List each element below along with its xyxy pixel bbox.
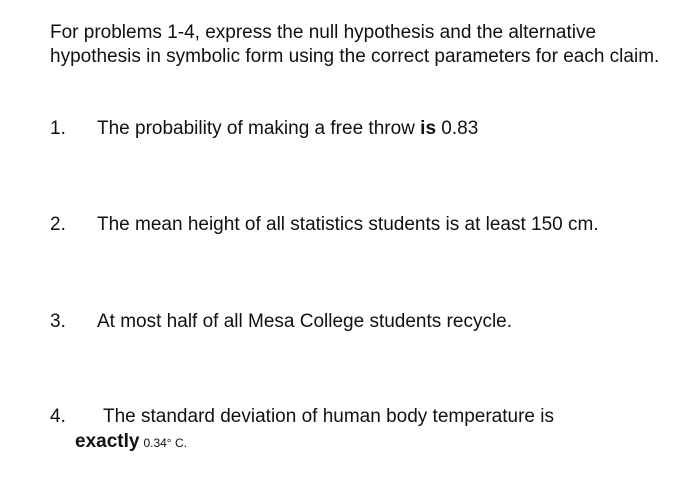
problem-4-continuation (75, 430, 187, 455)
problem-4-number: 4. (50, 406, 66, 427)
problem-2-text: The mean height of all statistics students is at least 150 cm. (97, 214, 599, 235)
problem-1 (50, 117, 478, 141)
problem-1-text: The probability of making a free throw (97, 118, 421, 139)
problem-4-value: 0.34° C. (143, 436, 187, 450)
problem-2 (50, 213, 599, 237)
problem-1-value: 0.83 (436, 118, 479, 139)
instructions-text: For problems 1-4, express the null hypothesis and the alternative hypothesis in symbolic form using the correct parameters for each claim. (50, 22, 660, 67)
problem-3 (50, 310, 512, 334)
problem-3-text: At most half of all Mesa College students recycle. (97, 311, 513, 332)
problem-1-emphasis: is (420, 118, 437, 139)
problem-4-emphasis: exactly (75, 431, 140, 452)
problem-1-number: 1. (50, 118, 66, 139)
problem-3-number: 3. (50, 311, 66, 332)
problem-4-text: The standard deviation of human body temperature is (103, 406, 554, 427)
problem-2-number: 2. (50, 214, 66, 235)
problem-4 (50, 405, 554, 429)
